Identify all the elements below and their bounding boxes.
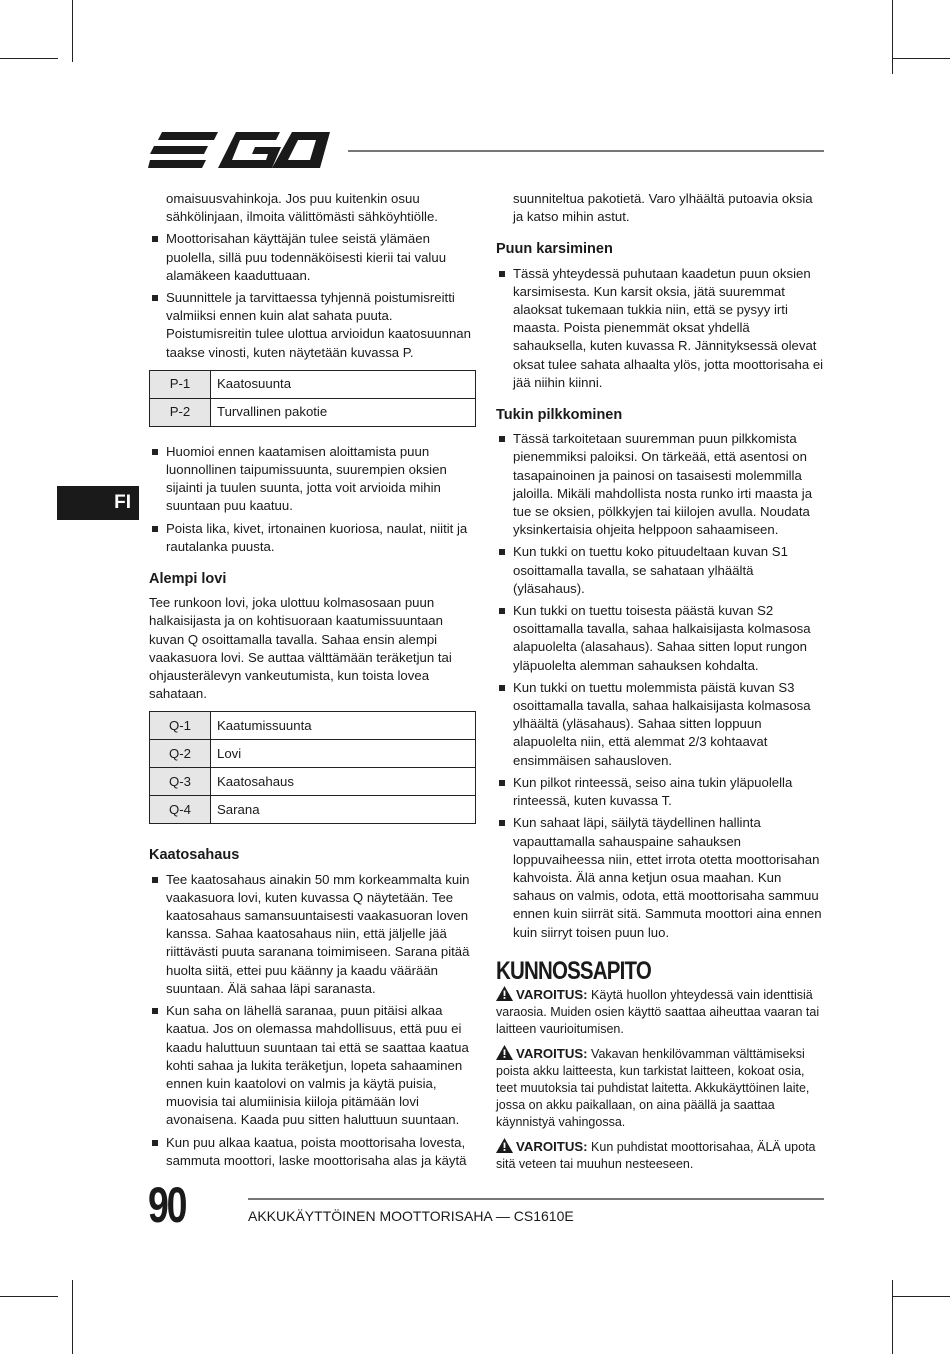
warning-label: VAROITUS:: [516, 1046, 588, 1062]
table-cell-code: Q-2: [150, 740, 211, 768]
list-item: Kun tukki on tuettu koko pituudeltaan kuvan S1 osoittamalla tavalla, se sahataan ylhäältä (yläsahaus).: [496, 543, 824, 598]
crop-mark: [0, 1296, 58, 1297]
legend-table-q: [149, 711, 476, 824]
list-item: Kun tukki on tuettu toisesta päästä kuvan S2 osoittamalla tavalla, sahaa halkaisijasta kolmasosa alapuolelta (alasahaus). Sahaa sitten loput rungon yläpuolelta alemman sahauksen kohdalta.: [496, 602, 824, 675]
footer-title: AKKUKÄYTTÖINEN MOOTTORISAHA — CS1610E: [248, 1208, 574, 1224]
table-row: [150, 768, 476, 796]
list-item: Kun saha on lähellä saranaa, puun pitäisi alkaa kaatua. Jos on olemassa mahdollisuus, että puu ei kaadu haluttuun suuntaan tai että se saattaa kaatua kohti sahaa ja lukita teräketjun, lopeta sahaaminen ennen kuin kaatolovi on valmis ja käytä puisia, muovisia tai alumiinisia kiiloja pitämään lovi avonaisena. Kaada puu sitten haluttuun suuntaan.: [149, 1002, 476, 1129]
legend-table-p: [149, 370, 476, 427]
list-item: Moottorisahan käyttäjän tulee seistä ylämäen puolella, sillä puu todennäköisesti kierii tai valuu alamäkeen kaaduttuaan.: [149, 230, 476, 285]
right-column: [496, 190, 824, 1181]
section-title: KUNNOSSAPITO: [496, 956, 651, 985]
page-number: 90: [148, 1177, 186, 1233]
table-row: [150, 796, 476, 824]
crop-mark: [892, 0, 893, 74]
warning-icon: [496, 1138, 513, 1153]
header-rule: [348, 150, 824, 152]
warning-text: Vakavan henkilövamman välttämiseksi poista akku laitteesta, kun tarkistat laitteen, kokoat osia, teet muutoksia tai puhdistat laitetta. Akkukäyttöinen laite, jossa on akku paikallaan, on aina päällä ja saattaa käynnistyä vahingossa.: [496, 1047, 810, 1129]
list-item: Tässä yhteydessä puhutaan kaadetun puun oksien karsimisesta. Kun karsit oksia, jätä suuremmat alaoksat tukemaan tukkia niin, että se pysyy irti maasta. Poista pienemmät oksat yhdellä sahauksella, kuten kuvassa R. Jännityksessä olevat oksat tulee sahata alhaalta ylös, jotta moottorisaha ei jää niihin kiinni.: [496, 265, 824, 392]
warning-text: Kun puhdistat moottorisahaa, ÄLÄ upota sitä veteen tai muuhun nesteeseen.: [496, 1140, 816, 1172]
crop-mark: [892, 1280, 893, 1354]
warning-label: VAROITUS:: [516, 1139, 588, 1155]
table-cell-code: P-1: [150, 370, 211, 398]
language-tab-label: FI: [114, 492, 131, 513]
section-heading: Tukin pilkkominen: [496, 407, 623, 424]
footer-rule: [248, 1198, 824, 1200]
warning-block: [496, 1045, 824, 1130]
list-item: Tässä tarkoitetaan suuremman puun pilkkomista pienemmiksi paloiksi. On tärkeää, että asentosi on tasapainoinen ja painosi on tasaisesti molemmilla jaloilla. Mikäli mahdollista nosta runko irti maasta ja tue se oksien, pölkkyjen tai kiilojen avulla. Noudata yksinkertaisia ohjeita helppoon sahaamiseen.: [496, 430, 824, 539]
crop-mark: [892, 58, 950, 59]
list-item: Poista lika, kivet, irtonainen kuoriosa, naulat, niitit ja rautalanka puusta.: [149, 520, 476, 556]
list-item: Kun tukki on tuettu molemmista päistä kuvan S3 osoittamalla tavalla, sahaa halkaisijasta kolmasosa ylhäältä (yläsahaus). Sahaa sitten loppuun alapuolelta niin, että alemmat 2/3 kohtaavat ensimmäisen sahausloven.: [496, 679, 824, 770]
list-item: Kun pilkot rinteessä, seiso aina tukin yläpuolella rinteessä, kuten kuvassa T.: [496, 774, 824, 810]
warning-block: [496, 986, 824, 1037]
section-heading: Alempi lovi: [149, 571, 227, 588]
warning-label: VAROITUS:: [516, 986, 588, 1002]
table-row: [150, 398, 476, 426]
list-item: Kun puu alkaa kaatua, poista moottorisaha lovesta, sammuta moottori, laske moottorisaha alas ja käytä: [149, 1134, 476, 1170]
table-cell-label: Kaatumissuunta: [211, 712, 476, 740]
table-row: [150, 740, 476, 768]
table-cell-code: P-2: [150, 398, 211, 426]
table-cell-label: Sarana: [211, 796, 476, 824]
crop-mark: [72, 1280, 73, 1354]
section-heading: Kaatosahaus: [149, 847, 240, 864]
table-row: [150, 370, 476, 398]
language-tab: [57, 486, 139, 520]
warning-text: Käytä huollon yhteydessä vain identtisiä varaosia. Muiden osien käyttö saattaa aiheuttaa vaaran tai laitteen vaurioitumisen.: [496, 987, 820, 1036]
paragraph: omaisuusvahinkoja. Jos puu kuitenkin osuu sähkölinjaan, ilmoita välittömästi sähköyhtiölle.: [166, 191, 438, 225]
paragraph: suunniteltua pakotietä. Varo ylhäältä putoavia oksia ja katso mihin astut.: [513, 191, 813, 225]
crop-mark: [892, 1296, 950, 1297]
warning-icon: [496, 986, 513, 1001]
left-column: [149, 190, 476, 1174]
table-cell-label: Lovi: [211, 740, 476, 768]
table-cell-code: Q-1: [150, 712, 211, 740]
list-item: Tee kaatosahaus ainakin 50 mm korkeammalta kuin vaakasuora lovi, kuten kuvassa Q näytetään. Tee kaatosahaus samansuuntaisesti vaakasuoran loven kanssa. Sahaa kaatosahaus niin, että jäljelle jää riittävästi puuta saranana toimimiseen. Sarana pitää huolta siitä, ettei puu käänny ja kaadu väärään suuntaan. Älä sahaa läpi saranasta.: [149, 871, 476, 998]
list-item: Suunnittele ja tarvittaessa tyhjennä poistumisreitti valmiiksi ennen kuin alat sahata puuta. Poistumisreitin tulee ulottua arvioidun kaatosuunnan taakse vinosti, kuten näytetään kuvassa P.: [149, 289, 476, 362]
table-cell-code: Q-4: [150, 796, 211, 824]
warning-block: [496, 1138, 824, 1173]
crop-mark: [0, 58, 58, 59]
paragraph: Tee runkoon lovi, joka ulottuu kolmasosaan puun halkaisijasta ja on kohtisuoraan kaatumissuuntaan kuvan Q osoittamalla tavalla. Sahaa ensin alempi vaakasuora lovi. Se auttaa välttämään teräketjun tai ohjausterälevyn vankeutumista, kun toista lovea sahataan.: [149, 595, 452, 702]
crop-mark: [72, 0, 73, 62]
table-row: [150, 712, 476, 740]
table-cell-label: Kaatosahaus: [211, 768, 476, 796]
list-item: Kun sahaat läpi, säilytä täydellinen hallinta vapauttamalla sahauspaine sahauksen loppuvaiheessa niin, ettet irrota otetta moottorisahan kahvoista. Älä anna ketjun osua maahan. Kun sahaus on valmis, odota, että moottorisaha sammuu ennen kuin siirrät sitä. Sammuta moottori aina ennen kuin siirryt toisen puun luo.: [496, 814, 824, 941]
ego-logo: [148, 130, 333, 172]
section-heading: Puun karsiminen: [496, 241, 613, 258]
table-cell-label: Kaatosuunta: [211, 370, 476, 398]
list-item: Huomioi ennen kaatamisen aloittamista puun luonnollinen taipumissuunta, suurempien oksien sijainti ja tuulen suunta, jotta voit arvioida mihin suuntaan puu kaatuu.: [149, 443, 476, 516]
table-cell-code: Q-3: [150, 768, 211, 796]
warning-icon: [496, 1045, 513, 1060]
table-cell-label: Turvallinen pakotie: [211, 398, 476, 426]
